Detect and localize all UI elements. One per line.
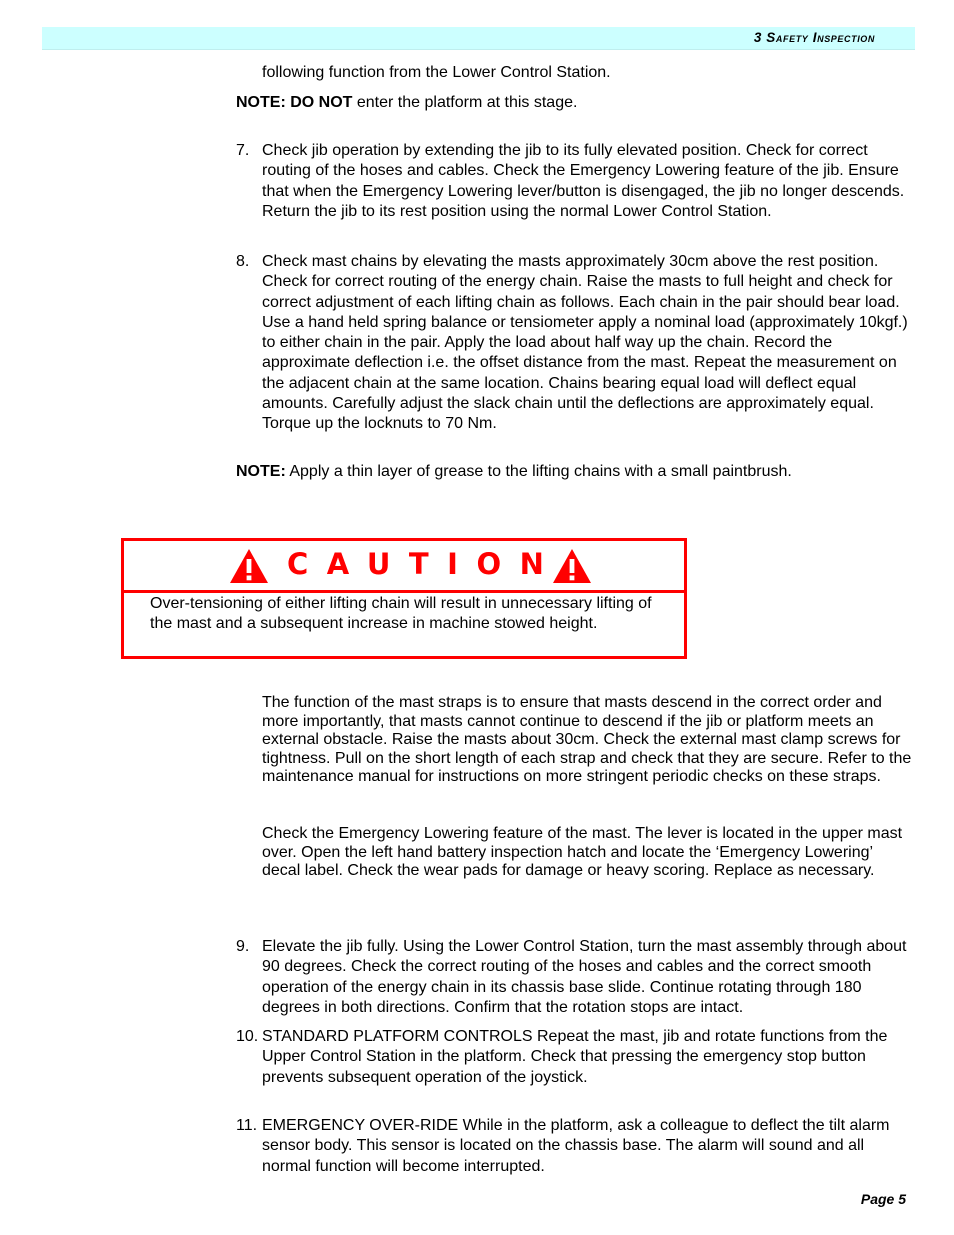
step-number: 9. [236,938,250,955]
note-text: Apply a thin layer of grease to the lifting chains with a small paintbrush. [285,463,792,480]
warning-triangle-icon [229,548,269,584]
caution-box [121,538,687,659]
section-title: 3 Safety Inspection [753,30,875,45]
step-text: Check jib operation by extending the jib to its fully elevated position. Check for correct routing of the hoses and cables. Check the Emergency Lowering feature of the jib. Ensure that when the Emergency Lowering lever/button is disengaged, the jib no longer descends. Return the jib to its rest position using the normal Lower Control Station. [262,142,905,220]
note-label: NOTE: [236,463,286,480]
step-text: EMERGENCY OVER-RIDE While in the platform, ask a colleague to deflect the tilt alarm sensor body. This sensor is located on the chassis base. The alarm will sound and all normal function will become interrupted. [262,1117,890,1175]
note-label: NOTE: DO NOT [236,94,353,111]
mast-straps-paragraph: The function of the mast straps is to ensure that masts descend in the correct order and more importantly, that masts cannot continue to descend if the jib or platform meets an external obstacle. Raise the masts about 30cm. Check the external mast clamp screws for tightness. Pull on the short length of each strap and check that they are secure. Refer to the maintenance manual for instructions on more stringent periodic checks on these straps. [262,694,912,786]
section-header-bar [42,27,915,50]
caution-title: CAUTION [287,547,563,581]
caution-header [124,541,684,593]
step-number: 7. [236,142,250,159]
emergency-lowering-paragraph: Check the Emergency Lowering feature of the mast. The lever is located in the upper mast over. Open the left hand battery inspection hatch and locate the ‘Emergency Lowering’ decal label. Check the wear pads for damage or heavy scoring. Replace as necessary. [262,825,903,880]
step-text: Check mast chains by elevating the masts approximately 30cm above the rest position. Check for correct routing of the energy chain. Raise the masts to full height and check for correct adjustment of each lifting chain as follows. Each chain in the pair should bear load. Use a hand held spring balance or tensiometer apply a nominal load (approximately 10kgf.) to either chain in the pair. Apply the load about half way up the chain. Record the approximate deflection i.e. the offset distance from the mast. Repeat the measurement on the adjacent chain at the same location. Chains bearing equal load will deflect equal amounts. Carefully adjust the slack chain until the deflections are approximately equal. Torque up the locknuts to 70 Nm. [262,253,908,433]
step-number: 10. [236,1028,259,1045]
step-number: 8. [236,253,250,270]
page-number: Page 5 [860,1191,906,1207]
grease-note [236,462,912,482]
step-number: 11. [236,1117,258,1134]
step-text: STANDARD PLATFORM CONTROLS Repeat the mast, jib and rotate functions from the Upper Control Station in the platform. Check that pressing the emergency stop button prevents subsequent operation of the joystick. [262,1028,888,1086]
note-do-not [236,93,912,113]
note-text: enter the platform at this stage. [352,94,578,111]
step-text: Elevate the jib fully. Using the Lower Control Station, turn the mast assembly through about 90 degrees. Check the correct routing of the hoses and cables and the correct smooth operation of the energy chain in its chassis base slide. Continue rotating through 180 degrees in both directions. Confirm that the rotation stops are intact. [262,938,907,1016]
continuation-text: following function from the Lower Control Station. [262,64,611,81]
warning-triangle-icon [552,548,592,584]
caution-text: Over-tensioning of either lifting chain will result in unnecessary lifting of the mast and a subsequent increase in machine stowed height. [150,595,652,632]
